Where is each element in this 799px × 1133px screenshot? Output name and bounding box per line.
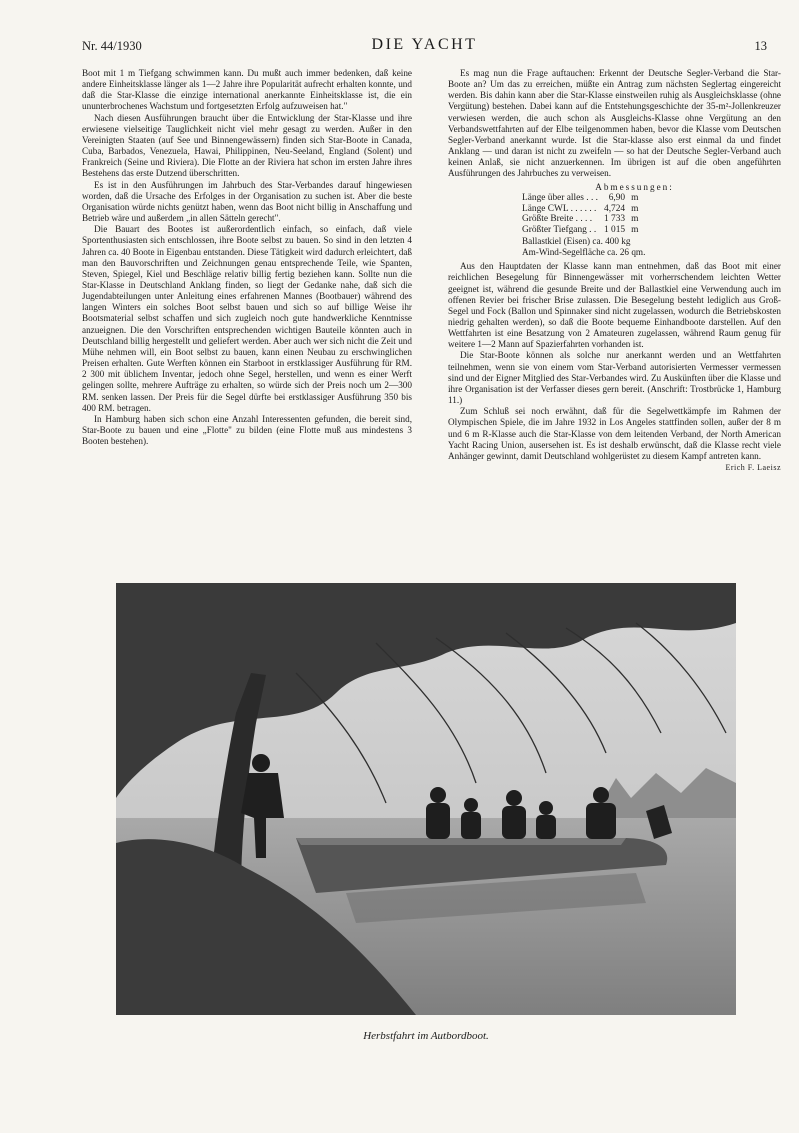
dimension-unit: m [631, 214, 639, 225]
dimension-value: 6,90 [608, 192, 626, 203]
right-column [448, 68, 781, 473]
dimension-value: 4,724 [604, 203, 626, 214]
dimension-row [522, 193, 638, 204]
right-paragraph-4: Zum Schluß sei noch erwähnt, daß für die Segelwettkämpfe im Rahmen der Olympischen Spiele, die im Jahre 1932 in Los Angeles stattfinden sollen, außer der 8 m und 6 m R-Klasse auch die Star-Klasse von dem leitenden Verband, der North American Yacht Racing Union, ausersehen ist. Es ist deshalb erwünscht, daß die Klasse recht viele Anhänger gewinnt, damit Deutschland wohlgerüstet zu diesem Kampf antreten kann. [448, 406, 781, 461]
dimension-row [522, 225, 638, 236]
left-column [82, 68, 412, 447]
magazine-title: DIE YACHT [371, 36, 478, 53]
left-paragraph-3: Es ist in den Ausführungen im Jahrbuch des Star-Verbandes darauf hingewiesen worden, daß die Ursache des Erfolges in der Organisation zu suchen ist. Aber die beste Organisation würde nichts genützt haben, wenn das Boot nicht billig in Anschaffung und Betrieb wäre und außerdem „in allen Sätteln gerecht". [82, 179, 412, 224]
outboard-boat-photo [116, 583, 736, 1015]
dimension-unit: m [631, 225, 639, 236]
dimension-row [522, 204, 638, 215]
dimension-label: Größte Breite . . . . [522, 214, 593, 225]
left-paragraph-1: Boot mit 1 m Tiefgang schwimmen kann. Du mußt auch immer bedenken, daß keine andere Einheitsklasse länger als 1—2 Jahre ihre Popularität aufrecht erhalten konnte, und daß die Star-Klasse die einzige international anerkannte Einheitsklasse ist, die ein ununterbrochenes Wachstum und fortgesetzten Erfolg aufzuweisen hat." [82, 68, 412, 112]
dimension-value: 1 733 [604, 214, 626, 225]
left-paragraph-4: Die Bauart des Bootes ist außerordentlich einfach, so einfach, daß viele Sportenthusiasten sich entschlossen, ihre Boote selbst zu bauen. So sind in den letzten 4 Jahren ca. 40 Boote in Eigenbau entstanden. Diese Tätigkeit wird dadurch erleichtert, daß man den Bauvorschriften und Zeichnungen genau entsprechende Teile, wie Spanten, Steven, Spiegel, Kiel und Beschläge relativ billig fertig beziehen kann. Sollte nun die Star-Klasse in Deutschland Anklang finden, so liegt der Gedanke nahe, daß sich die Jugendabteilungen unter Anleitung eines erfahrenen Mannes (Bootbauer) während des langen Winters ein solches Boot selbst bauen und sich so auf billige Weise ihr Bootsmaterial selbst schaffen und sich zugleich noch gute handwerkliche Kenntnisse anzueignen. Die den Vorschriften entsprechenden wichtigen Bauteile könnten auch in Deutschland billig hergestellt und geliefert werden. Aber auch wer sich nicht die Zeit und Mühe nehmen will, ein Boot selbst zu bauen, kann einen Neubau zu erschwinglichen Preisen erhalten. Gute Werften können ein Starboot in erstklassiger Ausführung für RM. 2 300 mit üblichem Inventar, jedoch ohne Segel, herstellen, und wenn es einer Werft gelingen sollte, mehrere Aufträge zu erhalten, so würde sich der Preis noch um 2—300 RM. senken lassen. Der Preis für die Segel dürfte bei erstklassiger Ausführung 350 bis 400 RM. betragen. [82, 224, 412, 413]
dimension-row [522, 214, 638, 225]
ballast-keel-line: Ballastkiel (Eisen) ca. 400 kg [522, 235, 631, 246]
right-paragraph-2: Aus den Hauptdaten der Klasse kann man entnehmen, daß das Boot mit einer reichlichen Besegelung für Binnengewässer mit vorherrschendem leichten Wetter geeignet ist, während die gesunde Breite und der Ballastkiel eine Verwendung auch im offenen Revier bei frischer Brise zulassen. Die Besegelung besteht lediglich aus Groß-Segel und Fock (Ballon und Spinnaker sind nicht zugelassen, wodurch die Betriebskosten niedrig gehalten werden), so daß die Boote bequeme Einhandboote darstellen. Auf den Wettfahrten ist eine Besatzung von 2 Amateuren zugelassen, während Raum genug für weitere 1—2 Mann auf Spazierfahrten vorhanden ist. [448, 261, 781, 350]
dimension-label: Länge über alles . . . [522, 192, 599, 203]
dimensions-table [522, 193, 638, 236]
photo-caption: Herbstfahrt im Autbordboot. [363, 1030, 489, 1042]
dimension-unit: m [631, 203, 639, 214]
dimension-unit: m [631, 192, 639, 203]
right-paragraph-3: Die Star-Boote können als solche nur anerkannt werden und an Wettfahrten teilnehmen, wenn sie von einem vom Star-Verband autorisierten Vermesser vermessen sind und der Eigner Mitglied des Star-Verbandes wird. Zu Auskünften über die Klasse und ihre Organisation ist der Verfasser dieses gern bereit. (Anschrift: Trostbrücke 1, Hamburg 11.) [448, 350, 781, 406]
boat-gunwale [296, 838, 626, 845]
photo-illustration [116, 583, 736, 1015]
page-number: 13 [754, 39, 767, 53]
author-signature: Erich F. Laeisz [725, 463, 781, 473]
right-paragraph-intro: Es mag nun die Frage auftauchen: Erkennt der Deutsche Segler-Verband die Star-Boote an? Um das zu erreichen, müßte ein Antrag zum nächsten Seglertag eingereicht werden. Bis dahin kann aber die Star-Klasse einstweilen ruhig als Ausgleichsklasse (ohne Vergütung) bestehen. Dabei kann auf die Entstehungsgeschichte der 35-m²-Jollenkreuzer verwiesen werden, die auch schon als Ausgleichs-Klasse ohne Vergütung an den Verbandswettfahrten auf der Elbe teilgenommen haben, bevor die Klasse vom Deutschen Segler-Verband anerkannt wurde. Ist die Star-klasse also erst einmal da und findet Anklang — und daran ist nicht zu zweifeln — so hat der Deutsche Segler-Verband auch keinen Anlaß, sie nicht anzuerkennen. Im übrigen ist auf die oben angeführten Ausführungen des Jahrbuches zu verweisen. [448, 68, 781, 179]
standing-man-head [252, 754, 270, 772]
dimension-label: Größter Tiefgang . . [522, 225, 597, 236]
left-paragraph-5: In Hamburg haben sich schon eine Anzahl Interessenten gefunden, die bereit sind, Star-Boote zu bauen und eine „Flotte" zu bilden (eine Flotte muß aus mindestens 3 Booten bestehen). [82, 413, 412, 447]
issue-number: Nr. 44/1930 [82, 39, 142, 53]
dimensions-title: Abmessungen: [595, 181, 674, 192]
left-paragraph-2: Nach diesen Ausführungen braucht über die Entwicklung der Star-Klasse und ihre erwiesene vielseitige Tauglichkeit nicht viel mehr gesagt zu werden. Außer in den Vereinigten Staaten (auf See und Binnengewässern) finden sich Star-Boote in Canada, Cuba, Barbados, Venezuela, Hawai, Philippinen, Neu-Seeland, England (Solent) und Frankreich (Seine und Riviera). Die Flotte an der Riviera hat schon im ersten Jahre ihres Bestehens das erste Dutzend überschritten. [82, 112, 412, 179]
running-header [82, 36, 767, 56]
sail-area-line: Am-Wind-Segelfläche ca. 26 qm. [522, 247, 646, 258]
dimensions-block [448, 182, 781, 259]
dimension-value: 1 015 [604, 225, 626, 236]
dimension-label: Länge CWL . . . . . . [522, 203, 597, 214]
